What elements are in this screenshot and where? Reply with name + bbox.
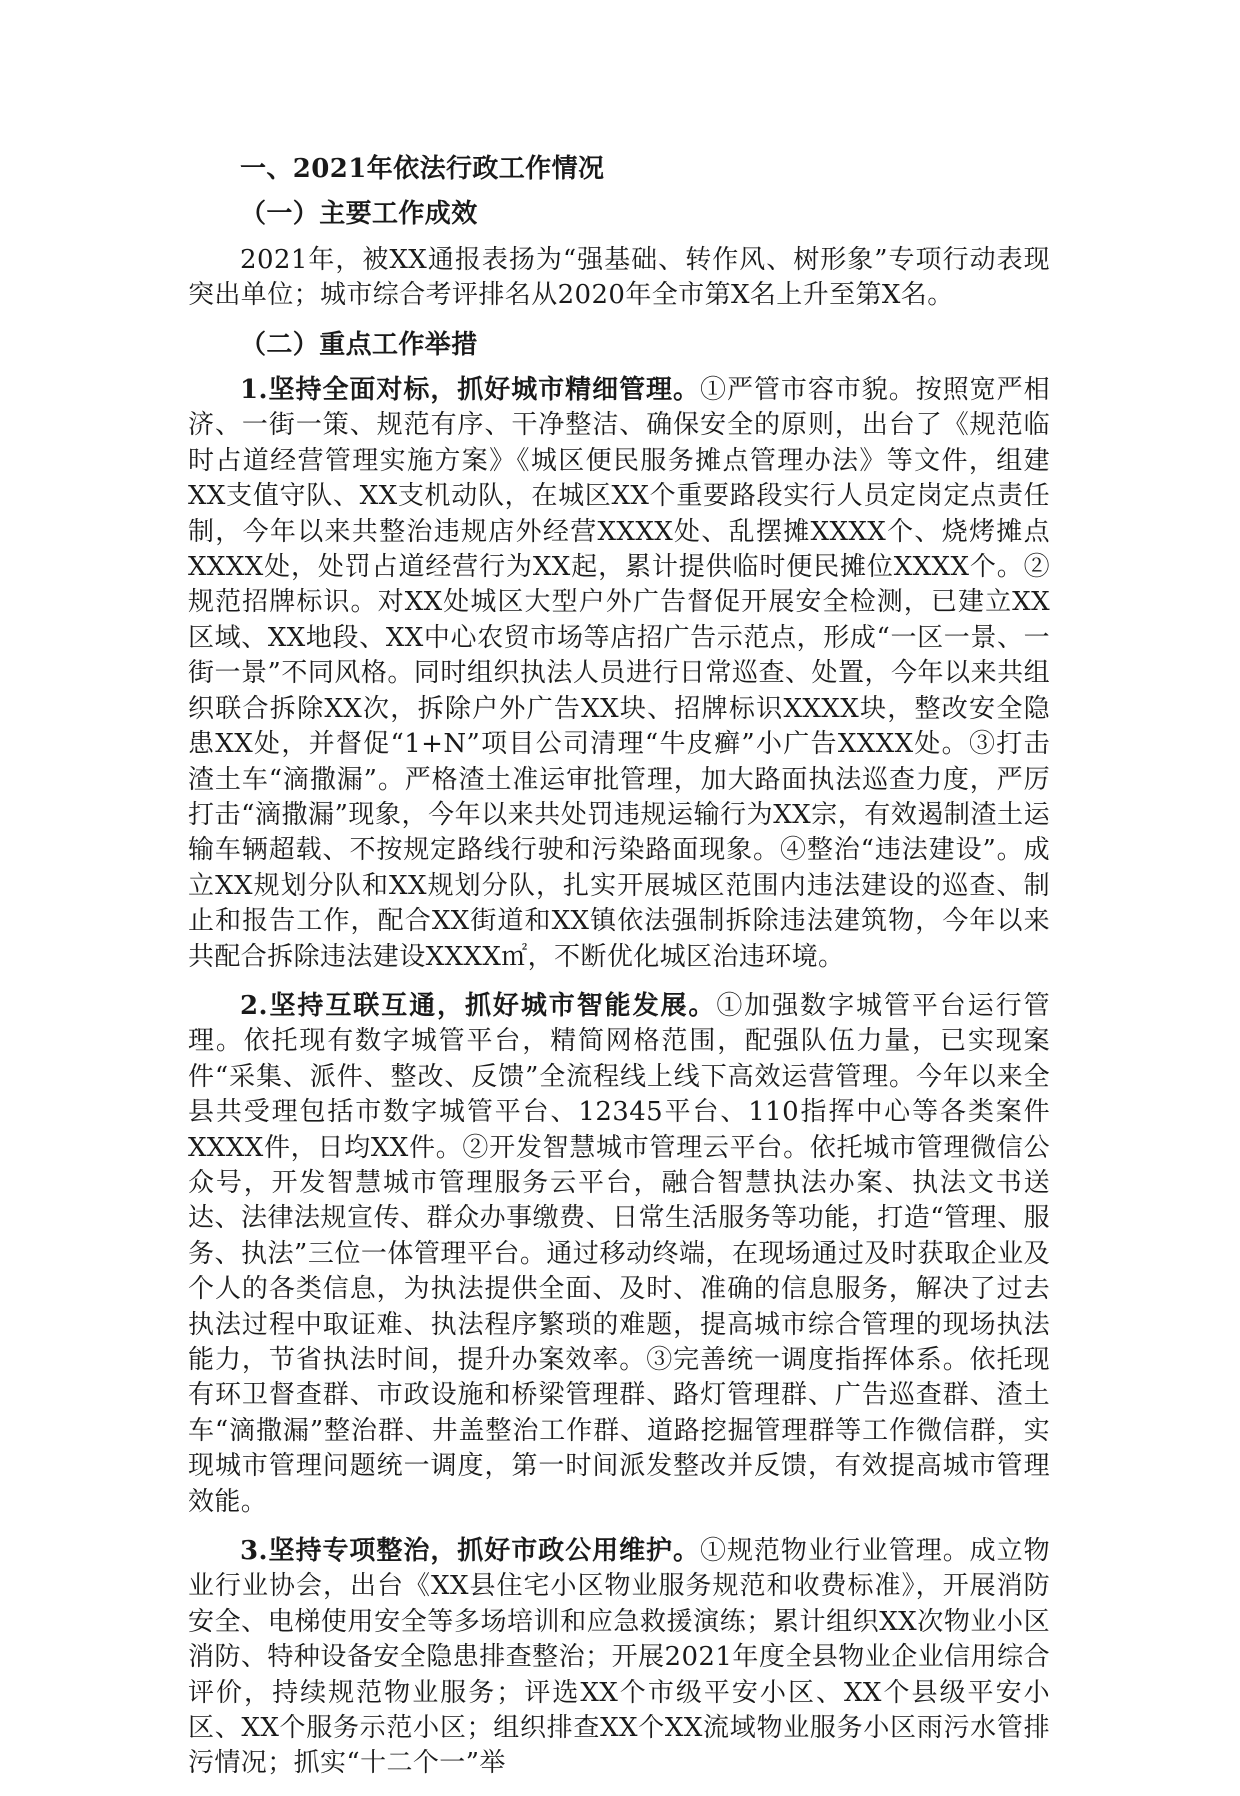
measure-1-lead: 1.坚持全面对标，抓好城市精细管理。 (240, 375, 700, 406)
measure-1-text: ①严管市容市貌。按照宽严相济、一街一策、规范有序、干净整洁、确保安全的原则，出台了《规范临时占道经营管理实施方案》《城区便民服务摊点管理办法》等文件，组建XX支值守队、XX支机动队，在城区XX个重要路段实行人员定岗定点责任制，今年以来共整治违规店外经营XXXX处、乱摆摊XXXX个、烧烤摊点XXXX处，处罚占道经营行为XX起，累计提供临时便民摊位XXXX个。②规范招牌标识。对XX处城区大型户外广告督促开展安全检测，已建立XX区域、XX地段、XX中心农贸市场等店招广告示范点，形成“一区一景、一街一景”不同风格。同时组织执法人员进行日常巡查、处置，今年以来共组织联合拆除XX次，拆除户外广告XX块、招牌标识XXXX块，整改安全隐患XX处，并督促“1+N”项目公司清理“牛皮癣”小广告XXXX处。③打击渣土车“滴撒漏”。严格渣土准运审批管理，加大路面执法巡查力度，严厉打击“滴撒漏”现象，今年以来共处罚违规运输行为XX宗，有效遏制渣土运输车辆超载、不按规定路线行驶和污染路面现象。④整治“违法建设”。成立XX规划分队和XX规划分队，扎实开展城区范围内违法建设的巡查、制止和报告工作，配合XX街道和XX镇依法强制拆除违法建筑物，今年以来共配合拆除违法建设XXXX㎡，不断优化城区治违环境。 (188, 375, 1051, 972)
paragraph-achievements: 2021年，被XX通报表扬为“强基础、转作风、树形象”专项行动表现突出单位；城市综合考评排名从2020年全市第X名上升至第X名。 (188, 244, 1050, 311)
heading-achievements: （一）主要工作成效 (240, 199, 478, 230)
measure-2-text: ①加强数字城管平台运行管理。依托现有数字城管平台，精简网格范围，配强队伍力量，已实现案件“采集、派件、整改、反馈”全流程线上线下高效运营管理。今年以来全县共受理包括市数字城管平台、12345平台、110指挥中心等各类案件XXXX件，日均XX件。②开发智慧城市管理云平台。依托城市管理微信公众号，开发智慧城市管理服务云平台，融合智慧执法办案、执法文书送达、法律法规宣传、群众办事缴费、日常生活服务等功能，打造“管理、服务、执法”三位一体管理平台。通过移动终端，在现场通过及时获取企业及个人的各类信息，为执法提供全面、及时、准确的信息服务，解决了过去执法过程中取证难、执法程序繁琐的难题，提高城市综合管理的现场执法能力，节省执法时间，提升办案效率。③完善统一调度指挥体系。依托现有环卫督查群、市政设施和桥梁管理群、路灯管理群、广告巡查群、渣土车“滴撒漏”整治群、井盖整治工作群、道路挖掘管理群等工作微信群，实现城市管理问题统一调度，第一时间派发整改并反馈，有效提高城市管理效能。 (188, 990, 1050, 1517)
heading-main: 一、2021年依法行政工作情况 (240, 154, 605, 184)
paragraph-measure-2 (188, 989, 1050, 1520)
paragraph-measure-3 (188, 1534, 1050, 1782)
measure-2-lead: 2.坚持互联互通，抓好城市智能发展。 (240, 990, 717, 1021)
measure-3-lead: 3.坚持专项整治，抓好市政公用维护。 (240, 1536, 700, 1567)
paragraph-measure-1 (188, 373, 1050, 975)
measure-3-text: ①规范物业行业管理。成立物业行业协会，出台《XX县住宅小区物业服务规范和收费标准》，开展消防安全、电梯使用安全等多场培训和应急救援演练；累计组织XX次物业小区消防、特种设备安全隐患排查整治；开展2021年度全县物业企业信用综合评价，持续规范物业服务；评选XX个市级平安小区、XX个县级平安小区、XX个服务示范小区；组织排查XX个XX流域物业服务小区雨污水管排污情况；抓实“十二个一”举 (188, 1536, 1051, 1779)
document-body (188, 152, 1050, 1796)
heading-measures: （二）重点工作举措 (240, 329, 478, 360)
